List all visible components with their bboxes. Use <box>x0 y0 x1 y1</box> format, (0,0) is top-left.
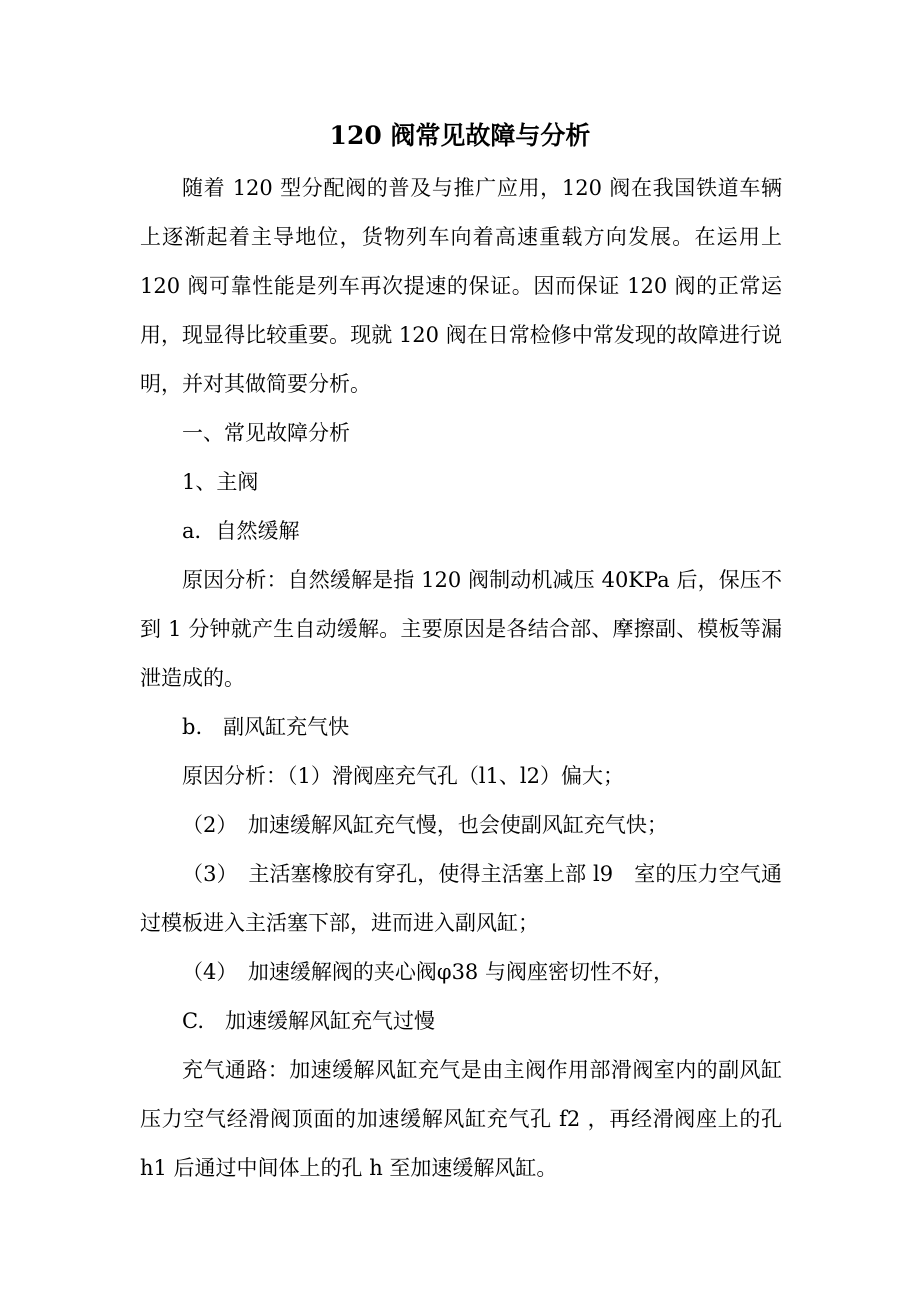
cause-list-item: （3） 主活塞橡胶有穿孔，使得主活塞上部 l9 室的压力空气通过模板进入主活塞下部，进而进入副风缸； <box>140 862 782 935</box>
airflow-path-paragraph: 充气通路：加速缓解风缸充气是由主阀作用部滑阀室内的副风缸压力空气经滑阀顶面的加速缓解风缸充气孔 f2 ，再经滑阀座上的孔 h1 后通过中间体上的孔 h 至加速缓解风缸。 <box>140 1058 782 1180</box>
cause-analysis-paragraph: 原因分析：自然缓解是指 120 阀制动机减压 40KPa 后，保压不到 1 分钟就产生自动缓解。主要原因是各结合部、摩擦副、模板等漏泄造成的。 <box>140 568 782 690</box>
cause-analysis-paragraph: 原因分析：（1）滑阀座充气孔（l1、l2）偏大； <box>182 764 625 788</box>
fault-item-heading: b. 副风缸充气快 <box>182 715 350 739</box>
fault-item-heading: a．自然缓解 <box>182 519 300 543</box>
fault-item-heading: C. 加速缓解风缸充气过慢 <box>182 1009 435 1033</box>
cause-list-item: （4） 加速缓解阀的夹心阀φ38 与阀座密切性不好， <box>182 960 674 984</box>
subsection-heading: 1、主阀 <box>182 470 259 494</box>
page-title: 120 阀常见故障与分析 <box>329 121 591 150</box>
intro-paragraph: 随着 120 型分配阀的普及与推广应用，120 阀在我国铁道车辆上逐渐起着主导地位，货物列车向着高速重载方向发展。在运用上 120 阀可靠性能是列车再次提速的保证。因而保证 120 阀的正常运用，现显得比较重要。现就 120 阀在日常检修中常发现的故障进行说明，并对其做简要分析。 <box>140 176 782 396</box>
section-heading: 一、常见故障分析 <box>182 421 350 445</box>
document-body <box>140 164 782 1193</box>
cause-list-item: （2） 加速缓解风缸充气慢，也会使副风缸充气快； <box>182 813 668 837</box>
